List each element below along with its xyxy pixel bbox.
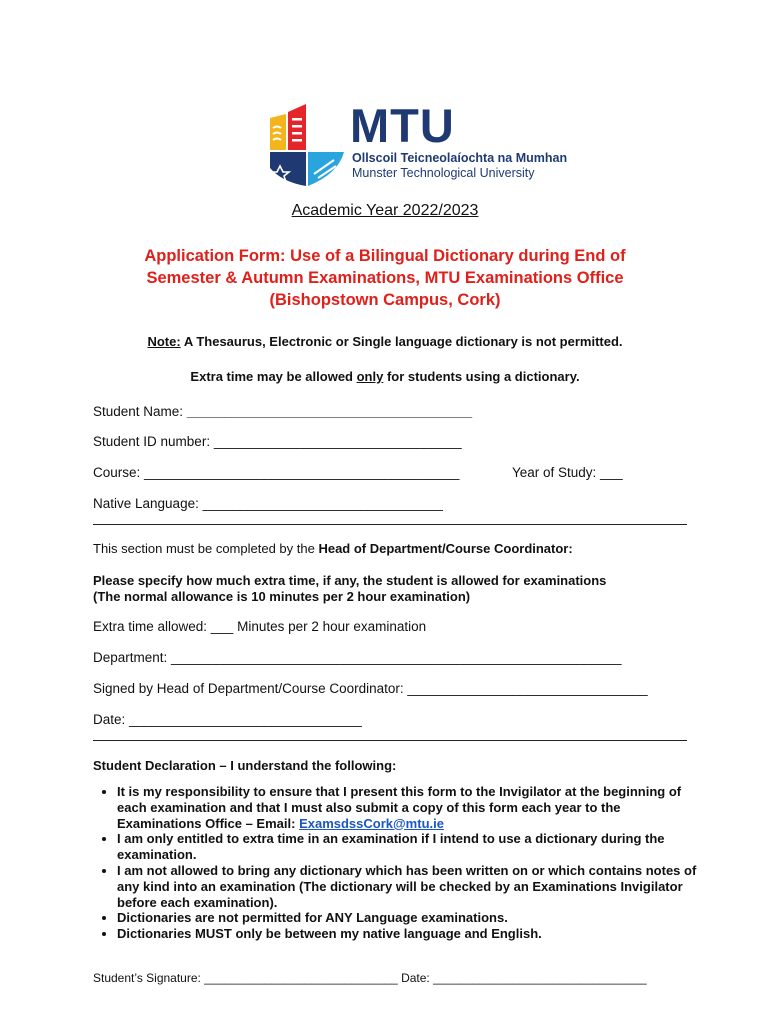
academic-year: Academic Year 2022/2023 bbox=[291, 202, 479, 219]
native-language-field[interactable]: Native Language: ________________________________ bbox=[93, 496, 443, 511]
signed-by-field[interactable]: Signed by Head of Department/Course Coordinator: ________________________________ bbox=[93, 681, 648, 696]
student-name-field[interactable] bbox=[93, 404, 472, 419]
extra-time-note-emphasis: only bbox=[356, 369, 384, 384]
note bbox=[0, 334, 770, 349]
declaration-item-2: • I am only entitled to extra time in an examination if I intend to use a dictionary during the examination. bbox=[117, 831, 707, 863]
form-title bbox=[0, 245, 770, 311]
mtu-crest-icon bbox=[268, 100, 346, 186]
logo-wordmark: MTU bbox=[350, 99, 455, 152]
declaration-list bbox=[93, 784, 707, 942]
date-field[interactable]: Date: _______________________________ bbox=[93, 712, 362, 727]
extra-time-note bbox=[0, 369, 770, 384]
student-name-label: Student Name: bbox=[93, 404, 187, 419]
logo-irish-name: Ollscoil Teicneolaíochta na Mumhan bbox=[352, 151, 568, 165]
signature-line[interactable]: Student’s Signature: _____________________________ Date: ________________________________ bbox=[93, 971, 647, 985]
form-title-line-2: Semester & Autumn Examinations, MTU Examinations Office bbox=[146, 269, 624, 287]
extra-time-instructions-line-1: Please specify how much extra time, if any, the student is allowed for examinations bbox=[93, 573, 607, 588]
extra-time-allowed-field[interactable]: Extra time allowed: ___ Minutes per 2 hour examination bbox=[93, 619, 427, 634]
extra-time-note-before: Extra time may be allowed bbox=[190, 369, 357, 384]
student-name-blank[interactable]: ______________________________________ bbox=[186, 404, 473, 419]
note-text: A Thesaurus, Electronic or Single language dictionary is not permitted. bbox=[180, 334, 623, 349]
extra-time-instructions bbox=[93, 573, 606, 605]
declaration-item-1 bbox=[117, 784, 707, 831]
head-section-intro bbox=[93, 541, 573, 556]
declaration-item-5: • Dictionaries MUST only be between my native language and English. bbox=[117, 926, 707, 942]
declaration-item-1-text: It is my responsibility to ensure that I present this form to the Invigilator at the beginning of each examination and that I must also submit a copy of this form each year to the Examinations Office – Email: bbox=[117, 784, 682, 831]
declaration-item-3: • I am not allowed to bring any dictionary which has been written on or which contains notes of any kind into an examination (The dictionary will be checked by an Examinations Invigilator before each examination). bbox=[117, 863, 707, 910]
department-field[interactable]: Department: ____________________________________________________________ bbox=[93, 650, 622, 665]
declaration-item-4: • Dictionaries are not permitted for ANY Language examinations. bbox=[117, 910, 707, 926]
student-id-field[interactable]: Student ID number: _________________________________ bbox=[93, 434, 462, 449]
extra-time-instructions-line-2: (The normal allowance is 10 minutes per 2 hour examination) bbox=[93, 589, 471, 604]
head-section-intro-bold: Head of Department/Course Coordinator: bbox=[318, 541, 573, 556]
section-divider bbox=[93, 524, 687, 525]
declaration-heading: Student Declaration – I understand the following: bbox=[93, 758, 397, 773]
note-label: Note: bbox=[147, 334, 181, 349]
form-title-line-3: (Bishopstown Campus, Cork) bbox=[269, 291, 501, 309]
extra-time-note-after: for students using a dictionary. bbox=[383, 369, 580, 384]
head-section-intro-text: This section must be completed by the bbox=[93, 541, 319, 556]
course-field[interactable]: Course: __________________________________________ bbox=[93, 465, 460, 480]
form-title-line-1: Application Form: Use of a Bilingual Dictionary during End of bbox=[144, 247, 626, 265]
logo-english-name: Munster Technological University bbox=[352, 166, 535, 180]
section-divider-2 bbox=[93, 740, 687, 741]
email-link[interactable]: ExamsdssCork@mtu.ie bbox=[299, 815, 444, 831]
year-of-study-field[interactable]: Year of Study: ___ bbox=[512, 465, 623, 480]
